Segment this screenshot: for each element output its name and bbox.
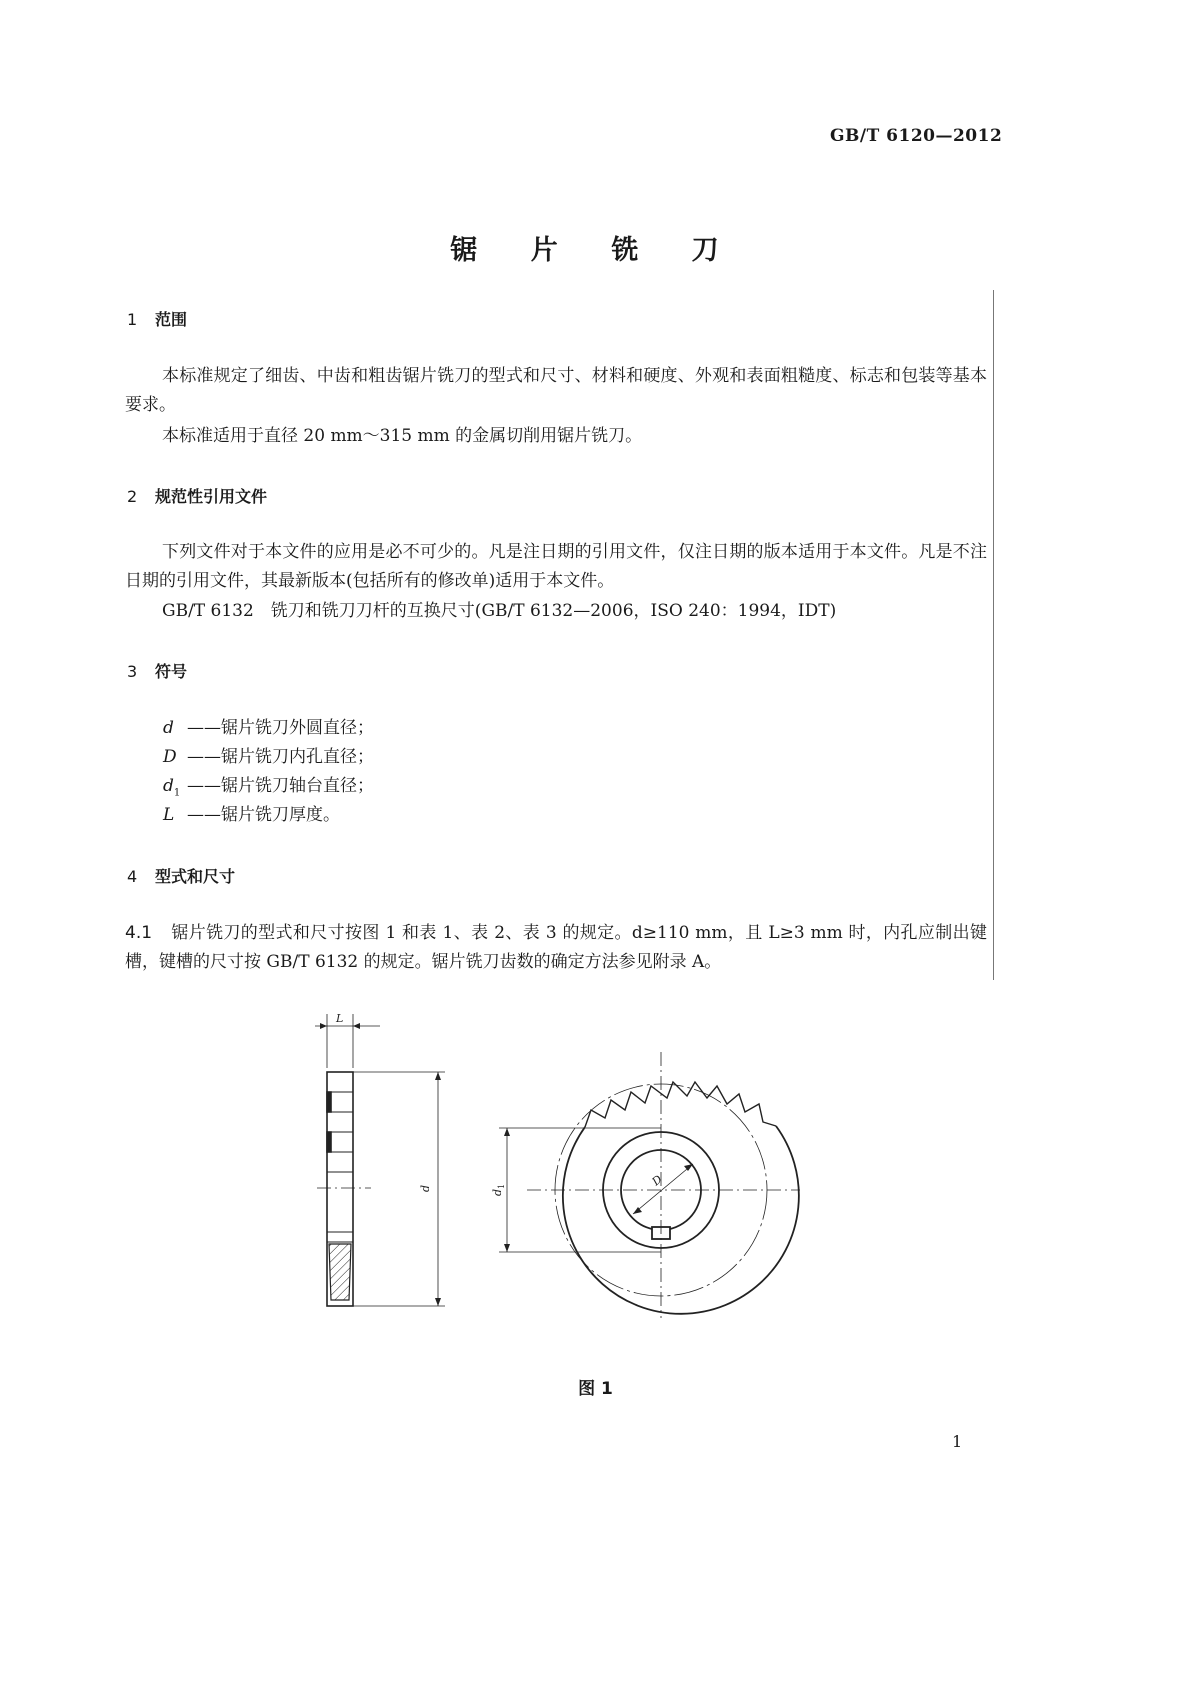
section-1-paragraph-1: 本标准规定了细齿、中齿和粗齿锯片铣刀的型式和尺寸、材料和硬度、外观和表面粗糙度、标志和包装等基本要求。 (125, 366, 987, 415)
tooth-mark (327, 1132, 331, 1152)
section-2-heading (127, 484, 267, 507)
symbol-line-L (163, 801, 340, 830)
section-1-title: 范围 (155, 310, 188, 329)
symbol: L (163, 805, 175, 825)
margin-rule (993, 290, 994, 980)
figure-caption: 图 1 (578, 1379, 613, 1399)
label-d1-base: d (491, 1188, 504, 1196)
symbol-subscript: 1 (173, 787, 181, 799)
symbol-description: ——锯片铣刀轴台直径； (187, 776, 374, 796)
section-2-paragraph-1: 下列文件对于本文件的应用是必不可少的。凡是注日期的引用文件，仅注日期的版本适用于本文件。凡是不注日期的引用文件，其最新版本(包括所有的修改单)适用于本文件。 (125, 542, 987, 591)
arrow (435, 1298, 441, 1306)
symbol-description: ——锯片铣刀内孔直径； (187, 747, 374, 767)
clause-number: 4.1 (125, 923, 153, 943)
section-3-title: 符号 (155, 662, 188, 681)
dim-line-D (633, 1164, 693, 1214)
page-number: 1 (952, 1432, 963, 1451)
symbol-line-D (163, 743, 374, 772)
arrow (504, 1128, 510, 1136)
symbol: D (163, 747, 177, 767)
label-d: d (419, 1184, 432, 1192)
label-d1-sub: 1 (497, 1183, 506, 1189)
hub-band (327, 1232, 353, 1242)
clause-4-1 (125, 919, 987, 977)
label-d1 (491, 1184, 506, 1196)
section-4-number: 4 (127, 867, 138, 886)
side-view (315, 1014, 445, 1306)
label-D: D (649, 1172, 665, 1189)
standard-number: GB/T 6120—2012 (830, 126, 1003, 146)
front-view (499, 1052, 800, 1318)
normative-reference: GB/T 6132 铣刀和铣刀刀杆的互换尺寸(GB/T 6132—2006，ISO 240：1994，IDT) (162, 601, 837, 621)
section-4-heading (127, 864, 235, 887)
symbol: d (163, 718, 174, 738)
document-title: 锯 片 铣 刀 (450, 235, 741, 266)
label-L: L (336, 1012, 344, 1025)
section-2-number: 2 (127, 487, 138, 506)
section-4-title: 型式和尺寸 (155, 867, 236, 886)
outer-circle (563, 1126, 799, 1314)
section-1-number: 1 (127, 310, 138, 329)
figure-1-drawing (295, 1000, 815, 1320)
arrow (320, 1023, 327, 1029)
clause-4-1-text: 锯片铣刀的型式和尺寸按图 1 和表 1、表 2、表 3 的规定。d≥110 mm，且 L≥3 mm 时，内孔应制出键槽，键槽的尺寸按 GB/T 6132 的规定。锯片铣刀齿数的确定方法参见附录 A。 (125, 923, 987, 972)
arrow (435, 1072, 441, 1080)
tooth-mark (327, 1092, 331, 1112)
symbol-base: d (163, 776, 174, 796)
section-3-number: 3 (127, 662, 138, 681)
section-2-title: 规范性引用文件 (155, 487, 268, 506)
section-1-paragraph-2: 本标准适用于直径 20 mm～315 mm 的金属切削用锯片铣刀。 (162, 426, 643, 446)
symbol-description: ——锯片铣刀厚度。 (187, 805, 340, 825)
symbol-line-d (163, 714, 374, 743)
section-1-heading (127, 307, 187, 330)
section-hatch (329, 1244, 351, 1300)
arrow (353, 1023, 360, 1029)
arrow (504, 1244, 510, 1252)
section-3-heading (127, 659, 187, 682)
symbol-description: ——锯片铣刀外圆直径； (187, 718, 374, 738)
teeth-profile (585, 1082, 776, 1127)
